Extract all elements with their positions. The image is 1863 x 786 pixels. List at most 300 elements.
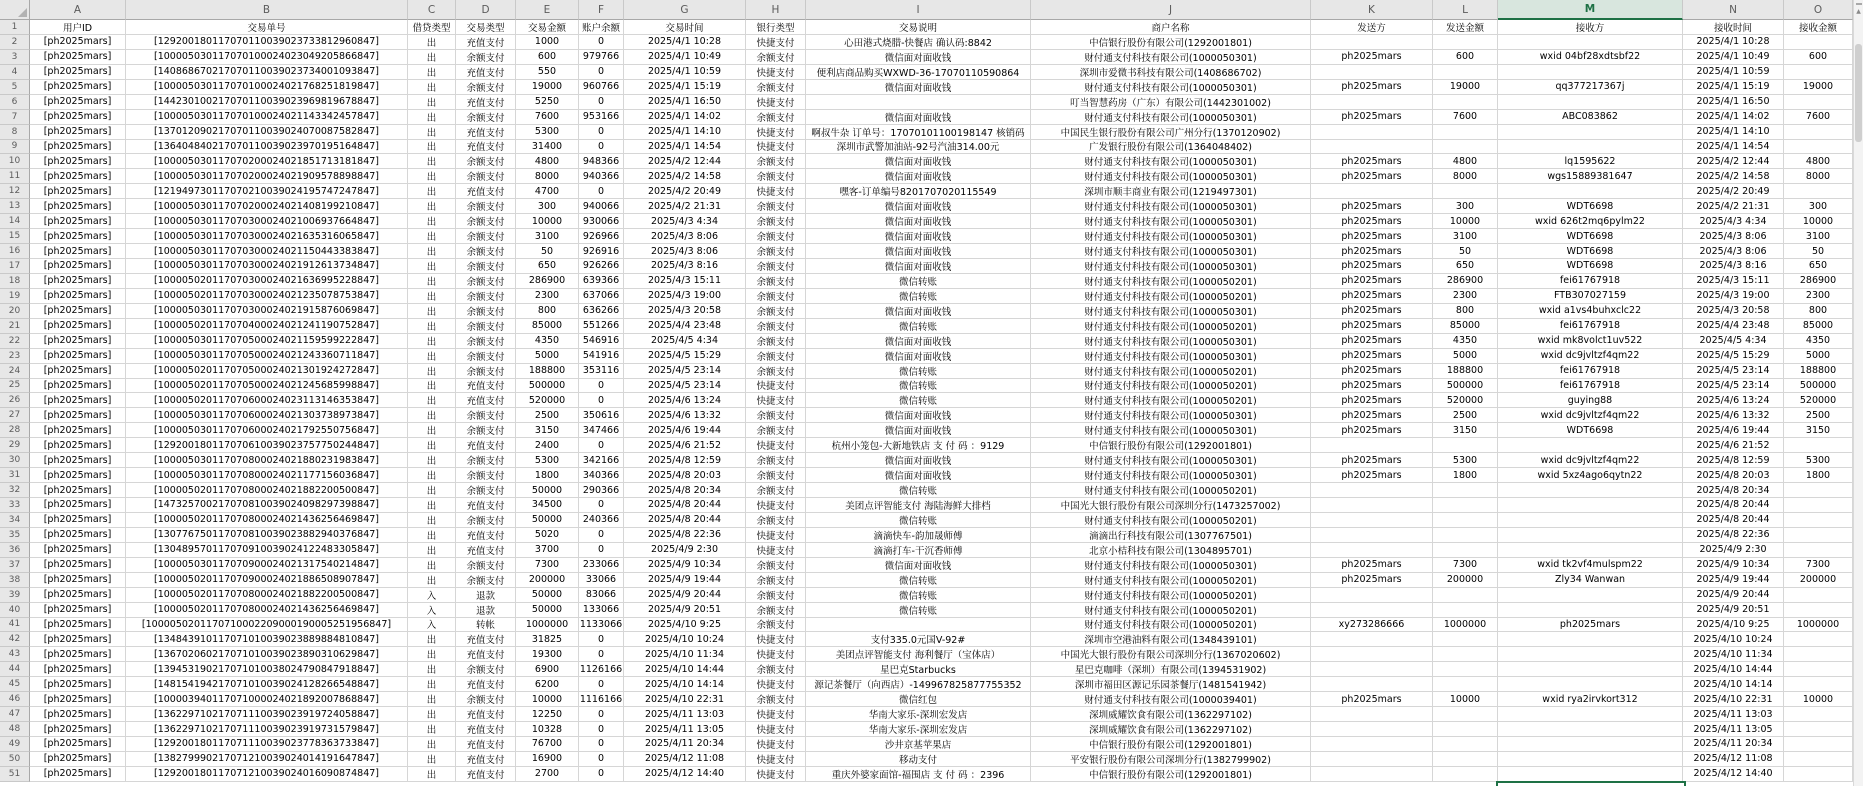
cell-C21[interactable]: 出	[408, 319, 456, 334]
cell-E43[interactable]: 19300	[516, 647, 579, 662]
cell-I10[interactable]: 微信面对面收钱	[806, 154, 1031, 169]
cell-I30[interactable]: 微信面对面收钱	[806, 453, 1031, 468]
cell-F15[interactable]: 926966	[579, 229, 624, 244]
cell-H35[interactable]: 快捷支付	[746, 528, 806, 543]
cell-M3[interactable]: wxid 04bf28xdtsbf22	[1498, 50, 1683, 65]
cell-G8[interactable]: 2025/4/1 14:10	[624, 125, 746, 140]
row-header-51[interactable]: 51	[0, 767, 30, 782]
cell-L24[interactable]: 188800	[1433, 364, 1498, 379]
cell-L22[interactable]: 4350	[1433, 334, 1498, 349]
cell-B3[interactable]: [100005030117070100024023049205866847]	[126, 50, 408, 65]
cell-N41[interactable]: 2025/4/10 9:25	[1683, 618, 1784, 633]
cell-A27[interactable]: [ph2025mars]	[30, 408, 126, 423]
cell-J27[interactable]: 财付通支付科技有限公司(1000050301)	[1031, 408, 1311, 423]
cell-G48[interactable]: 2025/4/11 13:05	[624, 722, 746, 737]
cell-E45[interactable]: 6200	[516, 677, 579, 692]
cell-A6[interactable]: [ph2025mars]	[30, 95, 126, 110]
cell-K39[interactable]	[1311, 588, 1433, 603]
cell-L19[interactable]: 2300	[1433, 289, 1498, 304]
cell-B41[interactable]: [1000050201170710002209000190005251956847]	[126, 618, 408, 633]
row-header-15[interactable]: 15	[0, 229, 30, 244]
cell-A45[interactable]: [ph2025mars]	[30, 677, 126, 692]
cell-N14[interactable]: 2025/4/3 4:34	[1683, 214, 1784, 229]
cell-E7[interactable]: 7600	[516, 110, 579, 125]
cell-D34[interactable]: 余额支付	[456, 513, 516, 528]
cell-H42[interactable]: 快捷支付	[746, 632, 806, 647]
cell-I32[interactable]: 微信转账	[806, 483, 1031, 498]
cell-F32[interactable]: 290366	[579, 483, 624, 498]
cell-C14[interactable]: 出	[408, 214, 456, 229]
cell-K18[interactable]: ph2025mars	[1311, 274, 1433, 289]
cell-C43[interactable]: 出	[408, 647, 456, 662]
cell-B5[interactable]: [100005030117070100024021768251819847]	[126, 80, 408, 95]
cell-L15[interactable]: 3100	[1433, 229, 1498, 244]
cell-C7[interactable]: 出	[408, 110, 456, 125]
cell-F4[interactable]: 0	[579, 65, 624, 80]
column-header-H[interactable]: H	[746, 0, 806, 20]
cell-N40[interactable]: 2025/4/9 20:51	[1683, 603, 1784, 618]
cell-L17[interactable]: 650	[1433, 259, 1498, 274]
cell-O15[interactable]: 3100	[1784, 229, 1853, 244]
cell-M41[interactable]: ph2025mars	[1498, 618, 1683, 633]
cell-C1[interactable]: 借贷类型	[408, 20, 456, 35]
cell-B35[interactable]: [130776750117070810039023882940376847]	[126, 528, 408, 543]
cell-M32[interactable]	[1498, 483, 1683, 498]
cell-H43[interactable]: 快捷支付	[746, 647, 806, 662]
cell-E50[interactable]: 16900	[516, 752, 579, 767]
cell-G22[interactable]: 2025/4/5 4:34	[624, 334, 746, 349]
cell-E26[interactable]: 520000	[516, 393, 579, 408]
cell-G33[interactable]: 2025/4/8 20:44	[624, 498, 746, 513]
cell-K50[interactable]	[1311, 752, 1433, 767]
cell-K41[interactable]: xy273286666	[1311, 618, 1433, 633]
cell-G47[interactable]: 2025/4/11 13:03	[624, 707, 746, 722]
cell-E37[interactable]: 7300	[516, 558, 579, 573]
cell-B38[interactable]: [100005020117070900024021886508907847]	[126, 573, 408, 588]
cell-C37[interactable]: 出	[408, 558, 456, 573]
cell-O22[interactable]: 4350	[1784, 334, 1853, 349]
cell-H30[interactable]: 余额支付	[746, 453, 806, 468]
row-header-14[interactable]: 14	[0, 214, 30, 229]
cell-K23[interactable]: ph2025mars	[1311, 349, 1433, 364]
cell-G2[interactable]: 2025/4/1 10:28	[624, 35, 746, 50]
cell-J17[interactable]: 财付通支付科技有限公司(1000050301)	[1031, 259, 1311, 274]
cell-J50[interactable]: 平安银行股份有限公司深圳分行(1382799902)	[1031, 752, 1311, 767]
row-header-32[interactable]: 32	[0, 483, 30, 498]
cell-L50[interactable]	[1433, 752, 1498, 767]
cell-H31[interactable]: 余额支付	[746, 468, 806, 483]
cell-G43[interactable]: 2025/4/10 11:34	[624, 647, 746, 662]
cell-C10[interactable]: 出	[408, 154, 456, 169]
row-header-46[interactable]: 46	[0, 692, 30, 707]
cell-L14[interactable]: 10000	[1433, 214, 1498, 229]
cell-G34[interactable]: 2025/4/8 20:44	[624, 513, 746, 528]
cell-K1[interactable]: 发送方	[1311, 20, 1433, 35]
cell-L9[interactable]	[1433, 140, 1498, 155]
cell-N36[interactable]: 2025/4/9 2:30	[1683, 543, 1784, 558]
cell-F33[interactable]: 0	[579, 498, 624, 513]
cell-N27[interactable]: 2025/4/6 13:32	[1683, 408, 1784, 423]
cell-J51[interactable]: 中信银行股份有限公司(1292001801)	[1031, 767, 1311, 782]
cell-L42[interactable]	[1433, 632, 1498, 647]
cell-J16[interactable]: 财付通支付科技有限公司(1000050301)	[1031, 244, 1311, 259]
cell-D24[interactable]: 余额支付	[456, 364, 516, 379]
cell-E6[interactable]: 5250	[516, 95, 579, 110]
cell-L8[interactable]	[1433, 125, 1498, 140]
cell-B29[interactable]: [129200180117070610039023757750244847]	[126, 438, 408, 453]
row-header-18[interactable]: 18	[0, 274, 30, 289]
row-header-26[interactable]: 26	[0, 393, 30, 408]
cell-F28[interactable]: 347466	[579, 423, 624, 438]
cell-J7[interactable]: 财付通支付科技有限公司(1000050301)	[1031, 110, 1311, 125]
cell-L13[interactable]: 300	[1433, 199, 1498, 214]
cell-D51[interactable]: 充值支付	[456, 767, 516, 782]
cell-M26[interactable]: guying88	[1498, 393, 1683, 408]
cell-K48[interactable]	[1311, 722, 1433, 737]
cell-H45[interactable]: 快捷支付	[746, 677, 806, 692]
cell-B18[interactable]: [100005020117070300024021636995228847]	[126, 274, 408, 289]
cell-K2[interactable]	[1311, 35, 1433, 50]
cell-F1[interactable]: 账户余额	[579, 20, 624, 35]
cell-E13[interactable]: 300	[516, 199, 579, 214]
cell-O20[interactable]: 800	[1784, 304, 1853, 319]
cell-D15[interactable]: 余额支付	[456, 229, 516, 244]
cell-A10[interactable]: [ph2025mars]	[30, 154, 126, 169]
cell-I21[interactable]: 微信转账	[806, 319, 1031, 334]
cell-N5[interactable]: 2025/4/1 15:19	[1683, 80, 1784, 95]
cell-K43[interactable]	[1311, 647, 1433, 662]
cell-E29[interactable]: 2400	[516, 438, 579, 453]
cell-O35[interactable]	[1784, 528, 1853, 543]
cell-A18[interactable]: [ph2025mars]	[30, 274, 126, 289]
cell-F26[interactable]: 0	[579, 393, 624, 408]
cell-F47[interactable]: 0	[579, 707, 624, 722]
row-header-21[interactable]: 21	[0, 319, 30, 334]
cell-C34[interactable]: 出	[408, 513, 456, 528]
cell-K44[interactable]	[1311, 662, 1433, 677]
cell-K10[interactable]: ph2025mars	[1311, 154, 1433, 169]
cell-M48[interactable]	[1498, 722, 1683, 737]
cell-E20[interactable]: 800	[516, 304, 579, 319]
cell-J37[interactable]: 财付通支付科技有限公司(1000050301)	[1031, 558, 1311, 573]
cell-D27[interactable]: 余额支付	[456, 408, 516, 423]
cell-D9[interactable]: 充值支付	[456, 140, 516, 155]
cell-M42[interactable]	[1498, 632, 1683, 647]
cell-I8[interactable]: 啊叔牛杂 订单号：17070101100198147 核销码	[806, 125, 1031, 140]
cell-L20[interactable]: 800	[1433, 304, 1498, 319]
cell-O16[interactable]: 50	[1784, 244, 1853, 259]
cell-A8[interactable]: [ph2025mars]	[30, 125, 126, 140]
cell-A46[interactable]: [ph2025mars]	[30, 692, 126, 707]
cell-M51[interactable]	[1498, 767, 1683, 782]
cell-E10[interactable]: 4800	[516, 154, 579, 169]
cell-E22[interactable]: 4350	[516, 334, 579, 349]
cell-G16[interactable]: 2025/4/3 8:06	[624, 244, 746, 259]
cell-H48[interactable]: 快捷支付	[746, 722, 806, 737]
cell-C3[interactable]: 出	[408, 50, 456, 65]
cell-D50[interactable]: 充值支付	[456, 752, 516, 767]
cell-D30[interactable]: 余额支付	[456, 453, 516, 468]
cell-H46[interactable]: 余额支付	[746, 692, 806, 707]
cell-I12[interactable]: 嘿客-订单编号8201707020115549	[806, 184, 1031, 199]
cell-C39[interactable]: 入	[408, 588, 456, 603]
cell-A30[interactable]: [ph2025mars]	[30, 453, 126, 468]
cell-B9[interactable]: [136404840217070110039023970195164847]	[126, 140, 408, 155]
cell-M30[interactable]: wxid dc9jvltzf4qm22	[1498, 453, 1683, 468]
cell-N33[interactable]: 2025/4/8 20:44	[1683, 498, 1784, 513]
cell-G36[interactable]: 2025/4/9 2:30	[624, 543, 746, 558]
cell-B19[interactable]: [100005020117070300024021235078753847]	[126, 289, 408, 304]
cell-E2[interactable]: 1000	[516, 35, 579, 50]
row-header-49[interactable]: 49	[0, 737, 30, 752]
cell-O49[interactable]	[1784, 737, 1853, 752]
row-header-33[interactable]: 33	[0, 498, 30, 513]
cell-A1[interactable]: 用户ID	[30, 20, 126, 35]
cell-F36[interactable]: 0	[579, 543, 624, 558]
cell-B21[interactable]: [100005020117070400024021241190752847]	[126, 319, 408, 334]
cell-N38[interactable]: 2025/4/9 19:44	[1683, 573, 1784, 588]
cell-K22[interactable]: ph2025mars	[1311, 334, 1433, 349]
cell-M33[interactable]	[1498, 498, 1683, 513]
cell-I48[interactable]: 华南大家乐-深圳宏发店	[806, 722, 1031, 737]
row-header-4[interactable]: 4	[0, 65, 30, 80]
cell-C40[interactable]: 入	[408, 603, 456, 618]
cell-D31[interactable]: 余额支付	[456, 468, 516, 483]
cell-E46[interactable]: 10000	[516, 692, 579, 707]
cell-O44[interactable]	[1784, 662, 1853, 677]
cell-C31[interactable]: 出	[408, 468, 456, 483]
column-header-B[interactable]: B	[126, 0, 408, 20]
cell-B17[interactable]: [100005030117070300024021912613734847]	[126, 259, 408, 274]
cell-F21[interactable]: 551266	[579, 319, 624, 334]
cell-J14[interactable]: 财付通支付科技有限公司(1000050301)	[1031, 214, 1311, 229]
cell-M5[interactable]: qq377217367j	[1498, 80, 1683, 95]
cell-K3[interactable]: ph2025mars	[1311, 50, 1433, 65]
cell-G23[interactable]: 2025/4/5 15:29	[624, 349, 746, 364]
cell-E39[interactable]: 50000	[516, 588, 579, 603]
cell-G31[interactable]: 2025/4/8 20:03	[624, 468, 746, 483]
cell-E19[interactable]: 2300	[516, 289, 579, 304]
cell-F23[interactable]: 541916	[579, 349, 624, 364]
row-header-10[interactable]: 10	[0, 154, 30, 169]
cell-E14[interactable]: 10000	[516, 214, 579, 229]
row-header-31[interactable]: 31	[0, 468, 30, 483]
cell-J44[interactable]: 星巴克咖啡（深圳）有限公司(1394531902)	[1031, 662, 1311, 677]
cell-B4[interactable]: [140868670217070110039023734001093847]	[126, 65, 408, 80]
cell-N22[interactable]: 2025/4/5 4:34	[1683, 334, 1784, 349]
cell-A50[interactable]: [ph2025mars]	[30, 752, 126, 767]
cell-N10[interactable]: 2025/4/2 12:44	[1683, 154, 1784, 169]
row-header-12[interactable]: 12	[0, 184, 30, 199]
cell-I23[interactable]: 微信面对面收钱	[806, 349, 1031, 364]
cell-A4[interactable]: [ph2025mars]	[30, 65, 126, 80]
cell-O40[interactable]	[1784, 603, 1853, 618]
cell-A5[interactable]: [ph2025mars]	[30, 80, 126, 95]
cell-A33[interactable]: [ph2025mars]	[30, 498, 126, 513]
cell-K37[interactable]: ph2025mars	[1311, 558, 1433, 573]
cell-N44[interactable]: 2025/4/10 14:44	[1683, 662, 1784, 677]
cell-N18[interactable]: 2025/4/3 15:11	[1683, 274, 1784, 289]
cell-K26[interactable]: ph2025mars	[1311, 393, 1433, 408]
cell-C35[interactable]: 出	[408, 528, 456, 543]
cell-I24[interactable]: 微信转账	[806, 364, 1031, 379]
cell-L34[interactable]	[1433, 513, 1498, 528]
cell-J32[interactable]: 财付通支付科技有限公司(1000050201)	[1031, 483, 1311, 498]
row-header-17[interactable]: 17	[0, 259, 30, 274]
cell-A51[interactable]: [ph2025mars]	[30, 767, 126, 782]
cell-I37[interactable]: 微信面对面收钱	[806, 558, 1031, 573]
cell-I43[interactable]: 美团点评智能支付 海利餐厅（宝体店）	[806, 647, 1031, 662]
cell-H1[interactable]: 银行类型	[746, 20, 806, 35]
cell-B40[interactable]: [100005020117070800024021436256469847]	[126, 603, 408, 618]
cell-F14[interactable]: 930066	[579, 214, 624, 229]
cell-M7[interactable]: ABC083862	[1498, 110, 1683, 125]
cell-H18[interactable]: 余额支付	[746, 274, 806, 289]
cell-D2[interactable]: 充值支付	[456, 35, 516, 50]
cell-O33[interactable]	[1784, 498, 1853, 513]
cell-J30[interactable]: 财付通支付科技有限公司(1000050301)	[1031, 453, 1311, 468]
cell-M31[interactable]: wxid 5xz4ago6qytn22	[1498, 468, 1683, 483]
cell-B23[interactable]: [100005030117070500024021243360711847]	[126, 349, 408, 364]
cell-M36[interactable]	[1498, 543, 1683, 558]
cell-L27[interactable]: 2500	[1433, 408, 1498, 423]
cell-O13[interactable]: 300	[1784, 199, 1853, 214]
column-header-M[interactable]: M	[1498, 0, 1683, 20]
cell-F6[interactable]: 0	[579, 95, 624, 110]
cell-K32[interactable]	[1311, 483, 1433, 498]
cell-N15[interactable]: 2025/4/3 8:06	[1683, 229, 1784, 244]
cell-O29[interactable]	[1784, 438, 1853, 453]
cell-H22[interactable]: 余额支付	[746, 334, 806, 349]
cell-I41[interactable]	[806, 618, 1031, 633]
cell-C26[interactable]: 出	[408, 393, 456, 408]
cell-K20[interactable]: ph2025mars	[1311, 304, 1433, 319]
cell-L3[interactable]: 600	[1433, 50, 1498, 65]
cell-D38[interactable]: 余额支付	[456, 573, 516, 588]
column-header-G[interactable]: G	[624, 0, 746, 20]
cell-M49[interactable]	[1498, 737, 1683, 752]
cell-G44[interactable]: 2025/4/10 14:44	[624, 662, 746, 677]
cell-N50[interactable]: 2025/4/12 11:08	[1683, 752, 1784, 767]
cell-B12[interactable]: [121949730117070210039024195747247847]	[126, 184, 408, 199]
cell-D10[interactable]: 余额支付	[456, 154, 516, 169]
cell-H34[interactable]: 余额支付	[746, 513, 806, 528]
cell-K5[interactable]: ph2025mars	[1311, 80, 1433, 95]
cell-F24[interactable]: 353116	[579, 364, 624, 379]
cell-O11[interactable]: 8000	[1784, 169, 1853, 184]
cell-N51[interactable]: 2025/4/12 14:40	[1683, 767, 1784, 782]
cell-K9[interactable]	[1311, 140, 1433, 155]
cell-G21[interactable]: 2025/4/4 23:48	[624, 319, 746, 334]
cell-I31[interactable]: 微信面对面收钱	[806, 468, 1031, 483]
cell-A40[interactable]: [ph2025mars]	[30, 603, 126, 618]
cell-L11[interactable]: 8000	[1433, 169, 1498, 184]
cell-G50[interactable]: 2025/4/12 11:08	[624, 752, 746, 767]
row-header-25[interactable]: 25	[0, 379, 30, 394]
cell-J47[interactable]: 深圳威耀饮食有限公司(1362297102)	[1031, 707, 1311, 722]
cell-J29[interactable]: 中信银行股份有限公司(1292001801)	[1031, 438, 1311, 453]
cell-K40[interactable]	[1311, 603, 1433, 618]
cell-J11[interactable]: 财付通支付科技有限公司(1000050301)	[1031, 169, 1311, 184]
cell-A17[interactable]: [ph2025mars]	[30, 259, 126, 274]
cell-K27[interactable]: ph2025mars	[1311, 408, 1433, 423]
cell-E30[interactable]: 5300	[516, 453, 579, 468]
cell-A25[interactable]: [ph2025mars]	[30, 379, 126, 394]
cell-B47[interactable]: [136229710217071110039023919724058847]	[126, 707, 408, 722]
cell-L33[interactable]	[1433, 498, 1498, 513]
cell-I47[interactable]: 华南大家乐-深圳宏发店	[806, 707, 1031, 722]
cell-E51[interactable]: 2700	[516, 767, 579, 782]
cell-D12[interactable]: 充值支付	[456, 184, 516, 199]
cell-M22[interactable]: wxid mk8volct1uv522	[1498, 334, 1683, 349]
cell-L43[interactable]	[1433, 647, 1498, 662]
cell-C2[interactable]: 出	[408, 35, 456, 50]
cell-C15[interactable]: 出	[408, 229, 456, 244]
cell-B44[interactable]: [139453190217071010038024790847918847]	[126, 662, 408, 677]
row-header-45[interactable]: 45	[0, 677, 30, 692]
cell-K47[interactable]	[1311, 707, 1433, 722]
column-header-F[interactable]: F	[579, 0, 624, 20]
cell-A19[interactable]: [ph2025mars]	[30, 289, 126, 304]
cell-N19[interactable]: 2025/4/3 19:00	[1683, 289, 1784, 304]
cell-H27[interactable]: 余额支付	[746, 408, 806, 423]
row-header-13[interactable]: 13	[0, 199, 30, 214]
cell-E34[interactable]: 50000	[516, 513, 579, 528]
cell-N11[interactable]: 2025/4/2 14:58	[1683, 169, 1784, 184]
cell-N47[interactable]: 2025/4/11 13:03	[1683, 707, 1784, 722]
row-header-11[interactable]: 11	[0, 169, 30, 184]
cell-M38[interactable]: Zly34 Wanwan	[1498, 573, 1683, 588]
cell-E32[interactable]: 50000	[516, 483, 579, 498]
cell-D28[interactable]: 余额支付	[456, 423, 516, 438]
cell-J36[interactable]: 北京小桔科技有限公司(1304895701)	[1031, 543, 1311, 558]
cell-N31[interactable]: 2025/4/8 20:03	[1683, 468, 1784, 483]
row-header-2[interactable]: 2	[0, 35, 30, 50]
cell-L26[interactable]: 520000	[1433, 393, 1498, 408]
cell-H32[interactable]: 余额支付	[746, 483, 806, 498]
cell-C4[interactable]: 出	[408, 65, 456, 80]
cell-L25[interactable]: 500000	[1433, 379, 1498, 394]
cell-B39[interactable]: [100005020117070800024021882200500847]	[126, 588, 408, 603]
cell-J15[interactable]: 财付通支付科技有限公司(1000050301)	[1031, 229, 1311, 244]
cell-M29[interactable]	[1498, 438, 1683, 453]
cell-H16[interactable]: 余额支付	[746, 244, 806, 259]
cell-M18[interactable]: fei61767918	[1498, 274, 1683, 289]
cell-G27[interactable]: 2025/4/6 13:32	[624, 408, 746, 423]
cell-N35[interactable]: 2025/4/8 22:36	[1683, 528, 1784, 543]
cell-D19[interactable]: 余额支付	[456, 289, 516, 304]
cell-N8[interactable]: 2025/4/1 14:10	[1683, 125, 1784, 140]
scroll-up-arrow-icon[interactable]: ▲	[1856, 8, 1861, 15]
cell-H14[interactable]: 余额支付	[746, 214, 806, 229]
cell-O1[interactable]: 接收金额	[1784, 20, 1853, 35]
cell-H2[interactable]: 快捷支付	[746, 35, 806, 50]
cell-I42[interactable]: 支付335.0元国V-92#	[806, 632, 1031, 647]
cell-O43[interactable]	[1784, 647, 1853, 662]
cell-D25[interactable]: 充值支付	[456, 379, 516, 394]
cell-L48[interactable]	[1433, 722, 1498, 737]
cell-G7[interactable]: 2025/4/1 14:02	[624, 110, 746, 125]
row-header-28[interactable]: 28	[0, 423, 30, 438]
cell-B25[interactable]: [100005020117070500024021245685998847]	[126, 379, 408, 394]
cell-E38[interactable]: 200000	[516, 573, 579, 588]
cell-O6[interactable]	[1784, 95, 1853, 110]
cell-N3[interactable]: 2025/4/1 10:49	[1683, 50, 1784, 65]
cell-K35[interactable]	[1311, 528, 1433, 543]
cell-B34[interactable]: [100005020117070800024021436256469847]	[126, 513, 408, 528]
cell-I50[interactable]: 移动支付	[806, 752, 1031, 767]
cell-C36[interactable]: 出	[408, 543, 456, 558]
